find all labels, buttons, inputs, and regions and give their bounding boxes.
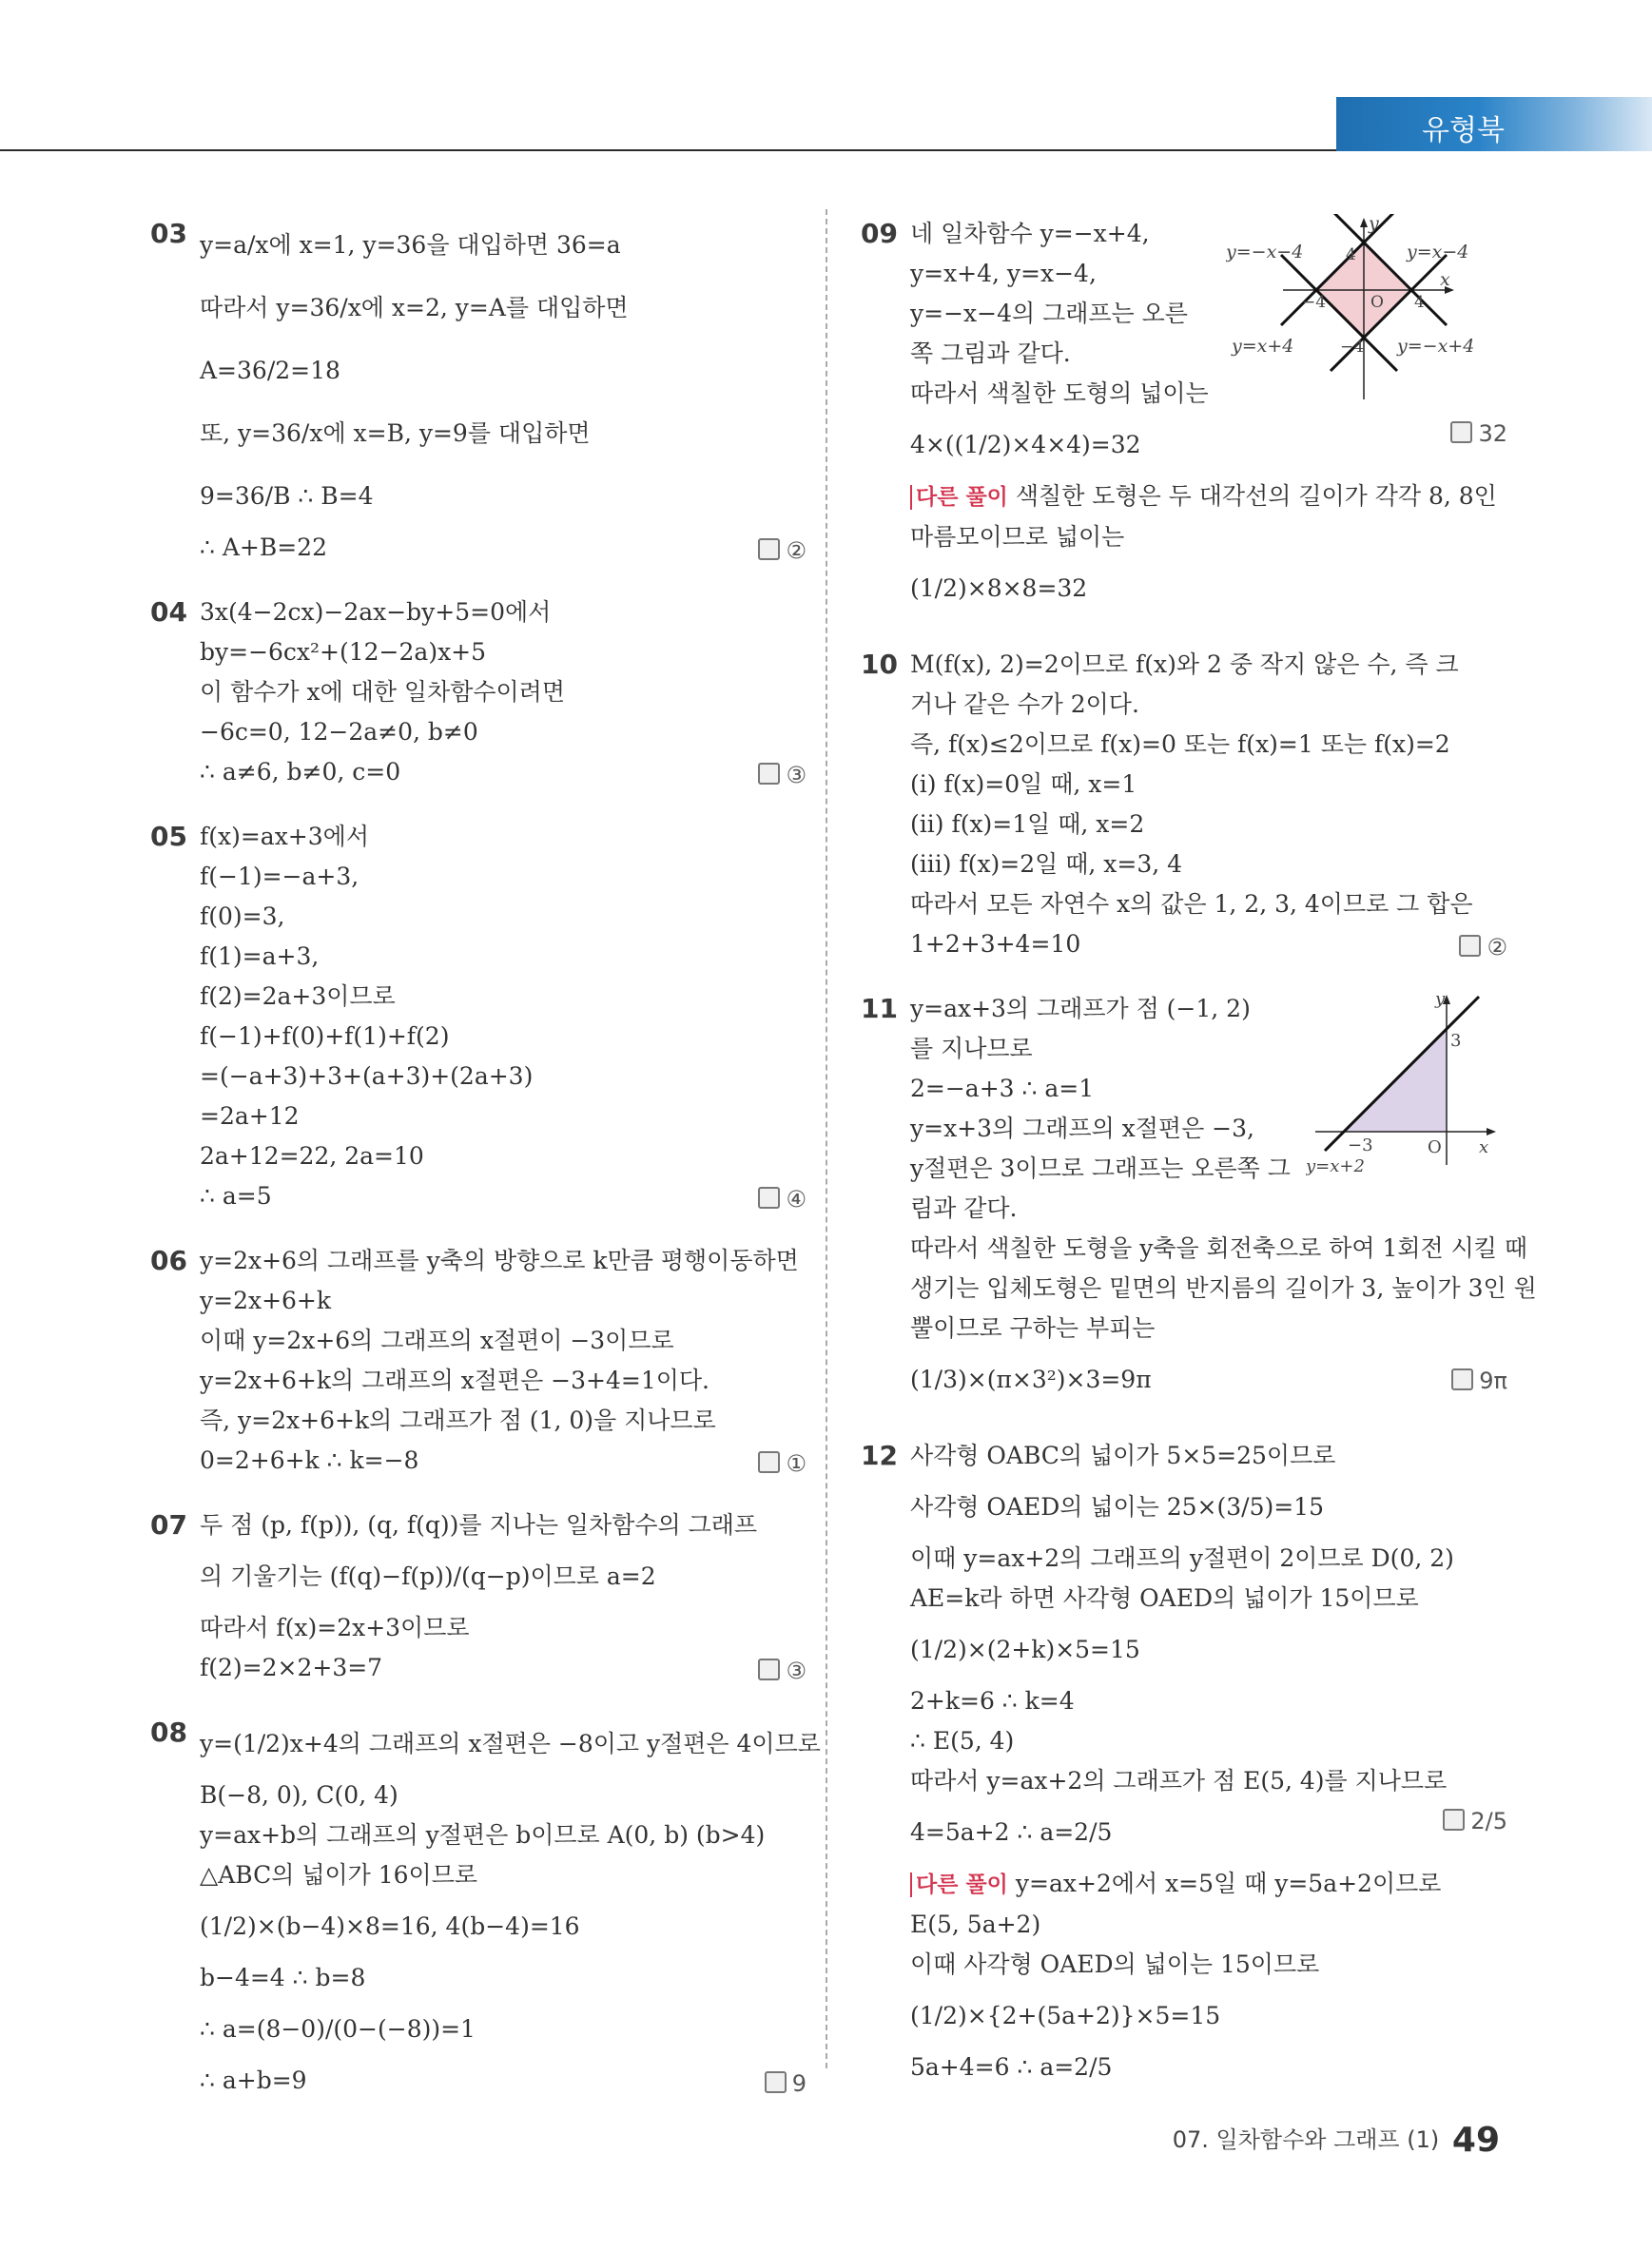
cone-graph-figure bbox=[1306, 989, 1506, 1179]
solution-line: y=x+4, y=x−4, bbox=[910, 260, 1097, 287]
solution-line: (1/2)×(b−4)×8=16, 4(b−4)=16 bbox=[200, 1912, 580, 1940]
solution-line: ∴ E(5, 4) bbox=[910, 1727, 1015, 1755]
solution-line: 따라서 y=36/x에 x=2, y=A를 대입하면 bbox=[200, 294, 629, 321]
page-number: 49 bbox=[1451, 2121, 1500, 2160]
problem-number: 08 bbox=[150, 1717, 187, 1748]
answer-box-icon bbox=[758, 1187, 780, 1209]
alt-text: 색칠한 도형은 두 대각선의 길이가 각각 8, 8인 bbox=[1015, 482, 1497, 510]
y-axis-arrow-icon bbox=[1360, 218, 1368, 227]
line-label: y=−x−4 bbox=[1226, 242, 1304, 262]
solution-line: 따라서 색칠한 도형을 y축을 회전축으로 하여 1회전 시킬 때 bbox=[910, 1234, 1528, 1262]
answer-mark bbox=[1450, 402, 1507, 465]
answer-value: 9π bbox=[1479, 1368, 1507, 1394]
solution-line bbox=[910, 414, 1507, 476]
solution-line: △ABC의 넓이가 16이므로 bbox=[200, 1861, 477, 1889]
alt-solution-line: (1/2)×8×8=32 bbox=[910, 574, 1088, 602]
alt-solution-line: (1/2)×{2+(5a+2)}×5=15 bbox=[910, 2002, 1221, 2029]
origin-label: O bbox=[1428, 1137, 1442, 1157]
answer-box-icon bbox=[1443, 1809, 1465, 1831]
solution-line: 0=2+6+k ∴ k=−8 bbox=[200, 1446, 419, 1474]
solution-line: ∴ A+B=22 bbox=[200, 534, 327, 561]
answer-mark bbox=[1459, 934, 1507, 961]
solution-line: ∴ a=(8−0)/(0−(−8))=1 bbox=[200, 2015, 476, 2043]
axis-label-y: y bbox=[1435, 989, 1446, 1009]
solution-line: y=a/x에 x=1, y=36을 대입하면 36=a bbox=[200, 231, 621, 259]
alt-solution-line: 이때 사각형 OAED의 넓이는 15이므로 bbox=[910, 1950, 1320, 1978]
axis-label-x: x bbox=[1440, 269, 1450, 290]
line-label: y=x−4 bbox=[1407, 242, 1469, 262]
solution-line: 1+2+3+4=10 bbox=[910, 930, 1081, 958]
problem-09 bbox=[861, 214, 1507, 620]
solution-line: 3x(4−2cx)−2ax−by+5=0에서 bbox=[200, 598, 552, 626]
solution-line: 네 일차함수 y=−x+4, bbox=[910, 220, 1150, 247]
solution-line: y=ax+b의 그래프의 y절편은 b이므로 A(0, b) (b>4) bbox=[200, 1821, 766, 1849]
answer-box-icon bbox=[1451, 1368, 1473, 1390]
answer-value: ② bbox=[1487, 934, 1507, 961]
solution-line: y=(1/2)x+4의 그래프의 x절편은 −8이고 y절편은 4이므로 bbox=[200, 1730, 821, 1757]
solution-line: ∴ a=5 bbox=[200, 1182, 272, 1210]
solution-line: 2+k=6 ∴ k=4 bbox=[910, 1687, 1075, 1715]
solution-line: b−4=4 ∴ b=8 bbox=[200, 1964, 366, 1991]
solution-line: y절편은 3이므로 그래프는 오른쪽 그 bbox=[910, 1155, 1291, 1182]
solution-line: f(0)=3, bbox=[200, 902, 285, 930]
answer-mark bbox=[1443, 1790, 1507, 1853]
solution-line: 따라서 색칠한 도형의 넓이는 bbox=[910, 379, 1209, 407]
problem-10 bbox=[861, 645, 1507, 964]
answer-value: ④ bbox=[786, 1186, 807, 1213]
answer-mark bbox=[758, 1186, 807, 1213]
solution-line: f(x)=ax+3에서 bbox=[200, 823, 369, 850]
solution-line: (1/3)×(π×3²)×3=9π bbox=[910, 1366, 1152, 1393]
answer-value: ③ bbox=[786, 762, 807, 788]
problem-number: 09 bbox=[861, 218, 898, 249]
tick-label: −4 bbox=[1340, 338, 1365, 357]
answer-box-icon bbox=[765, 2071, 787, 2093]
solution-line: 따라서 f(x)=2x+3이므로 bbox=[200, 1614, 470, 1641]
solution-line: 2a+12=22, 2a=10 bbox=[200, 1142, 424, 1170]
solution-line: y=x+3의 그래프의 x절편은 −3, bbox=[910, 1115, 1254, 1142]
problem-05 bbox=[150, 817, 807, 1216]
left-column bbox=[150, 214, 821, 2125]
alt-solution-line: 5a+4=6 ∴ a=2/5 bbox=[910, 2053, 1113, 2081]
problem-number: 06 bbox=[150, 1245, 187, 1276]
solution-line: 즉, y=2x+6+k의 그래프가 점 (1, 0)을 지나므로 bbox=[200, 1407, 716, 1434]
header-tab bbox=[1336, 97, 1652, 151]
problem-11 bbox=[861, 989, 1537, 1411]
alt-solution-line: E(5, 5a+2) bbox=[910, 1911, 1041, 1938]
solution-line: y=ax+3의 그래프가 점 (−1, 2) bbox=[910, 995, 1251, 1022]
solution-line: 뿔이므로 구하는 부피는 bbox=[910, 1314, 1156, 1342]
solution-line: (1/2)×(2+k)×5=15 bbox=[910, 1636, 1140, 1663]
page-footer bbox=[1173, 2121, 1500, 2160]
solution-line: ∴ a+b=9 bbox=[200, 2067, 307, 2094]
solution-line: −6c=0, 12−2a≠0, b≠0 bbox=[200, 718, 478, 746]
answer-value: ② bbox=[786, 537, 807, 564]
problem-number: 10 bbox=[861, 649, 898, 680]
alt-solution-line bbox=[910, 476, 1507, 517]
problem-number: 12 bbox=[861, 1440, 898, 1471]
solution-line: 9=36/B ∴ B=4 bbox=[200, 482, 374, 510]
solution-line: 이 함수가 x에 대한 일차함수이려면 bbox=[200, 678, 565, 706]
solution-line: f(2)=2a+3이므로 bbox=[200, 982, 396, 1010]
solution-line: 림과 같다. bbox=[910, 1194, 1018, 1222]
solution-line: 2=−a+3 ∴ a=1 bbox=[910, 1075, 1095, 1102]
solution-line: 이때 y=ax+2의 그래프의 y절편이 2이므로 D(0, 2) bbox=[910, 1544, 1454, 1572]
answer-box-icon bbox=[758, 538, 780, 560]
axis-label-y: y bbox=[1369, 214, 1379, 234]
solution-line: 따라서 모든 자연수 x의 값은 1, 2, 3, 4이므로 그 합은 bbox=[910, 890, 1473, 918]
solution-line: =2a+12 bbox=[200, 1102, 300, 1130]
solution-line: y=−x−4의 그래프는 오른 bbox=[910, 300, 1188, 327]
tick-label: 4 bbox=[1414, 293, 1425, 312]
answer-mark bbox=[758, 537, 807, 564]
answer-value: 9 bbox=[791, 2070, 807, 2097]
problem-number: 07 bbox=[150, 1509, 187, 1541]
solution-line: ∴ a≠6, b≠0, c=0 bbox=[200, 758, 401, 786]
solution-line: 즉, f(x)≤2이므로 f(x)=0 또는 f(x)=1 또는 f(x)=2 bbox=[910, 730, 1450, 758]
alt-text: y=ax+2에서 x=5일 때 y=5a+2이므로 bbox=[1015, 1870, 1442, 1897]
line-label: y=x+2 bbox=[1306, 1156, 1365, 1176]
problem-12 bbox=[861, 1436, 1507, 2087]
problem-number: 11 bbox=[861, 993, 898, 1024]
answer-mark bbox=[758, 1450, 807, 1477]
solution-line: f(1)=a+3, bbox=[200, 942, 320, 970]
solution-line: 거나 같은 수가 2이다. bbox=[910, 690, 1139, 718]
solution-line: B(−8, 0), C(0, 4) bbox=[200, 1781, 398, 1809]
column-divider bbox=[826, 209, 827, 2068]
alt-solution-label: 다른 풀이 bbox=[910, 485, 1008, 510]
tick-label: 4 bbox=[1346, 245, 1356, 264]
answer-mark bbox=[758, 762, 807, 788]
solution-line: 생기는 입체도형은 밑면의 반지름의 길이가 3, 높이가 3인 원 bbox=[910, 1274, 1537, 1302]
solution-line: A=36/2=18 bbox=[200, 357, 340, 384]
answer-mark bbox=[1451, 1368, 1507, 1394]
solution-line: 이때 y=2x+6의 그래프의 x절편이 −3이므로 bbox=[200, 1327, 674, 1354]
solution-line: f(2)=2×2+3=7 bbox=[200, 1654, 383, 1681]
problem-number: 05 bbox=[150, 821, 187, 852]
tick-label: −3 bbox=[1348, 1135, 1373, 1155]
solution-text: 4×((1/2)×4×4)=32 bbox=[910, 431, 1141, 458]
solution-line: (ii) f(x)=1일 때, x=2 bbox=[910, 810, 1145, 838]
solution-line: f(−1)+f(0)+f(1)+f(2) bbox=[200, 1022, 450, 1050]
chapter-title: 07. 일차함수와 그래프 (1) bbox=[1172, 2126, 1440, 2153]
problem-06 bbox=[150, 1241, 807, 1481]
solution-line: M(f(x), 2)=2이므로 f(x)와 2 중 작지 않은 수, 즉 크 bbox=[910, 650, 1459, 678]
alt-solution-label: 다른 풀이 bbox=[910, 1873, 1008, 1897]
problem-number: 04 bbox=[150, 596, 187, 628]
answer-mark bbox=[758, 1658, 807, 1684]
header-tab-label: 유형북 bbox=[1422, 114, 1505, 147]
rhombus-graph-figure bbox=[1226, 214, 1502, 404]
problem-03 bbox=[150, 214, 807, 568]
solution-line: 사각형 OAED의 넓이는 25×(3/5)=15 bbox=[910, 1493, 1324, 1521]
tick-label: −4 bbox=[1302, 293, 1327, 312]
problem-07 bbox=[150, 1505, 807, 1688]
solution-line: 쪽 그림과 같다. bbox=[910, 340, 1071, 367]
answer-value: ③ bbox=[786, 1658, 807, 1684]
solution-line: y=2x+6의 그래프를 y축의 방향으로 k만큼 평행이동하면 bbox=[200, 1247, 799, 1274]
x-axis-arrow-icon bbox=[1487, 1128, 1496, 1135]
answer-box-icon bbox=[758, 1451, 780, 1473]
solution-line: AE=k라 하면 사각형 OAED의 넓이가 15이므로 bbox=[910, 1584, 1419, 1612]
problem-08 bbox=[150, 1713, 821, 2101]
solution-line: =(−a+3)+3+(a+3)+(2a+3) bbox=[200, 1062, 534, 1090]
answer-value: 32 bbox=[1478, 420, 1507, 447]
solution-line: y=2x+6+k의 그래프의 x절편은 −3+4=1이다. bbox=[200, 1367, 709, 1394]
axis-label-x: x bbox=[1479, 1137, 1489, 1157]
solution-line bbox=[910, 1801, 1507, 1864]
line-label: y=−x+4 bbox=[1397, 336, 1475, 357]
solution-line: f(−1)=−a+3, bbox=[200, 863, 360, 890]
problem-04 bbox=[150, 592, 807, 792]
solution-line: 사각형 OABC의 넓이가 5×5=25이므로 bbox=[910, 1442, 1336, 1469]
answer-value: ① bbox=[786, 1450, 807, 1477]
solution-line: by=−6cx²+(12−2a)x+5 bbox=[200, 638, 487, 666]
answer-mark bbox=[765, 2070, 807, 2097]
origin-label: O bbox=[1370, 293, 1384, 312]
solution-text: 4=5a+2 ∴ a=2/5 bbox=[910, 1818, 1113, 1846]
answer-box-icon bbox=[1459, 935, 1481, 957]
solution-line: 두 점 (p, f(p)), (q, f(q))를 지나는 일차함수의 그래프 bbox=[200, 1511, 758, 1539]
header-rule bbox=[0, 149, 1336, 151]
answer-value: 2/5 bbox=[1470, 1808, 1507, 1834]
right-column bbox=[861, 214, 1537, 2112]
tick-label: 3 bbox=[1450, 1031, 1462, 1051]
problem-number: 03 bbox=[150, 218, 187, 249]
answer-box-icon bbox=[758, 1659, 780, 1680]
alt-solution-line bbox=[910, 1864, 1507, 1905]
solution-line: (i) f(x)=0일 때, x=1 bbox=[910, 770, 1137, 798]
answer-box-icon bbox=[758, 763, 780, 785]
answer-box-icon bbox=[1450, 421, 1472, 443]
line-label: y=x+4 bbox=[1232, 336, 1294, 357]
solution-line: y=2x+6+k bbox=[200, 1287, 332, 1314]
solution-line: 의 기울기는 (f(q)−f(p))/(q−p)이므로 a=2 bbox=[200, 1562, 656, 1590]
alt-solution-line: 마름모이므로 넓이는 bbox=[910, 523, 1125, 551]
solution-line: 또, y=36/x에 x=B, y=9를 대입하면 bbox=[200, 419, 591, 447]
solution-line: (iii) f(x)=2일 때, x=3, 4 bbox=[910, 850, 1183, 878]
solution-line: 를 지나므로 bbox=[910, 1035, 1033, 1062]
solution-line: 따라서 y=ax+2의 그래프가 점 E(5, 4)를 지나므로 bbox=[910, 1767, 1448, 1795]
